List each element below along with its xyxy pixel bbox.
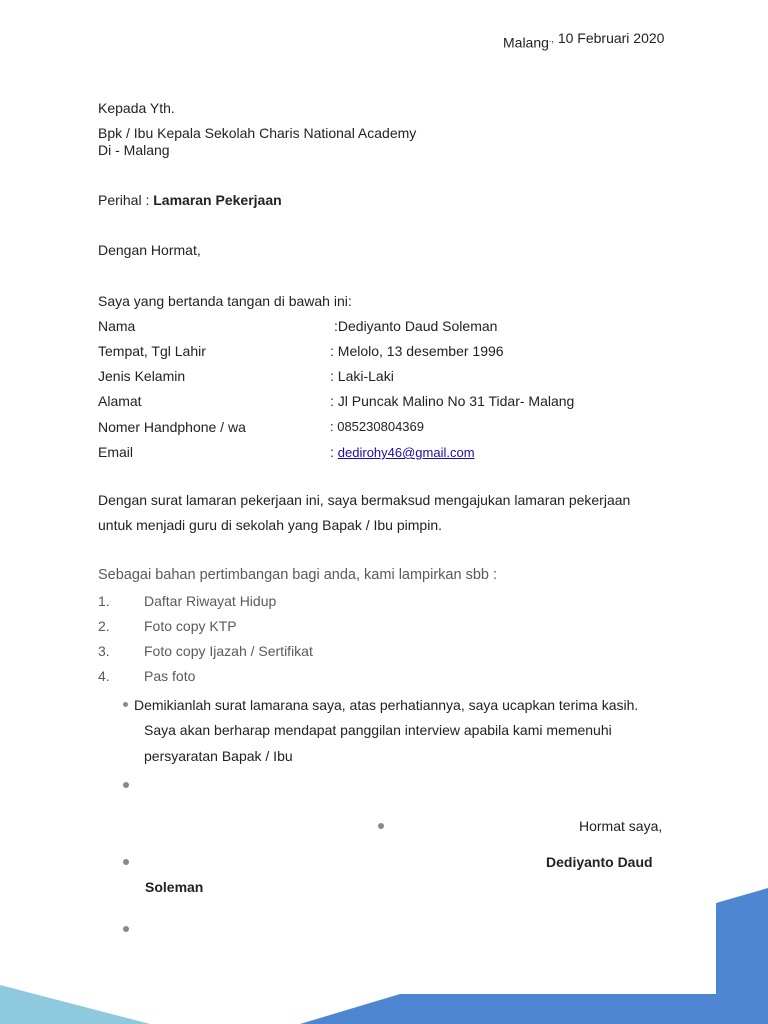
attachment-num-3: 3. <box>98 643 110 659</box>
closing-line-2: Saya akan berharap mendapat panggilan interview apabila kami memenuhi <box>144 722 612 738</box>
subject-value: Lamaran Pekerjaan <box>153 192 282 208</box>
attachment-item-1: Daftar Riwayat Hidup <box>144 593 277 609</box>
detail-value-phone: : 085230804369 <box>330 419 424 434</box>
attachment-item-2: Foto copy KTP <box>144 618 237 634</box>
detail-value-birth: : Melolo, 13 desember 1996 <box>330 343 504 359</box>
date-city: Malang <box>503 34 549 51</box>
signature-name-part-2: Soleman <box>145 879 204 895</box>
intro-line: Saya yang bertanda tangan di bawah ini: <box>98 293 352 309</box>
attachment-num-1: 1. <box>98 593 110 609</box>
subject-label: Perihal : <box>98 192 150 208</box>
deco-blue-wave <box>300 888 768 1024</box>
body-line-1: Dengan surat lamaran pekerjaan ini, saya bermaksud mengajukan lamaran pekerjaan <box>98 492 631 508</box>
detail-value-name: :Dediyanto Daud Soleman <box>334 318 498 334</box>
greeting: Dengan Hormat, <box>98 242 201 258</box>
detail-label-birth: Tempat, Tgl Lahir <box>98 343 206 359</box>
letter-date: Malang., 10 Februari 2020 <box>503 29 665 51</box>
detail-label-email: Email <box>98 444 134 460</box>
detail-value-address: : Jl Puncak Malino No 31 Tidar- Malang <box>330 393 575 409</box>
detail-label-name: Nama <box>98 318 136 334</box>
signature-name-part-1: Dediyanto Daud <box>546 854 653 870</box>
closing-line-3: persyaratan Bapak / Ibu <box>144 748 293 764</box>
closing-line-1: Demikianlah surat lamarana saya, atas perhatiannya, saya ucapkan terima kasih. <box>134 697 639 713</box>
signature-regards: Hormat saya, <box>579 818 663 834</box>
deco-light-shape <box>0 985 150 1024</box>
email-colon: : <box>330 444 334 460</box>
recipient-line-3: Di - Malang <box>98 142 170 158</box>
detail-label-gender: Jenis Kelamin <box>98 368 186 384</box>
detail-label-address: Alamat <box>98 393 142 409</box>
detail-value-gender: : Laki-Laki <box>330 368 394 384</box>
attachment-item-4: Pas foto <box>144 668 196 684</box>
attachments-heading: Sebagai bahan pertimbangan bagi anda, kami lampirkan sbb : <box>98 567 498 583</box>
attachment-item-3: Foto copy Ijazah / Sertifikat <box>144 643 313 659</box>
date-value: 10 Februari 2020 <box>557 29 665 46</box>
detail-label-phone: Nomer Handphone / wa <box>98 419 246 435</box>
attachment-num-4: 4. <box>98 668 110 684</box>
body-line-2: untuk menjadi guru di sekolah yang Bapak / Ibu pimpin. <box>98 517 442 533</box>
email-link[interactable]: dedirohy46@gmail.com <box>337 445 475 460</box>
attachment-num-2: 2. <box>98 618 110 634</box>
recipient-line-1: Kepada Yth. <box>98 100 175 116</box>
recipient-line-2: Bpk / Ibu Kepala Sekolah Charis National Academy <box>98 125 417 141</box>
